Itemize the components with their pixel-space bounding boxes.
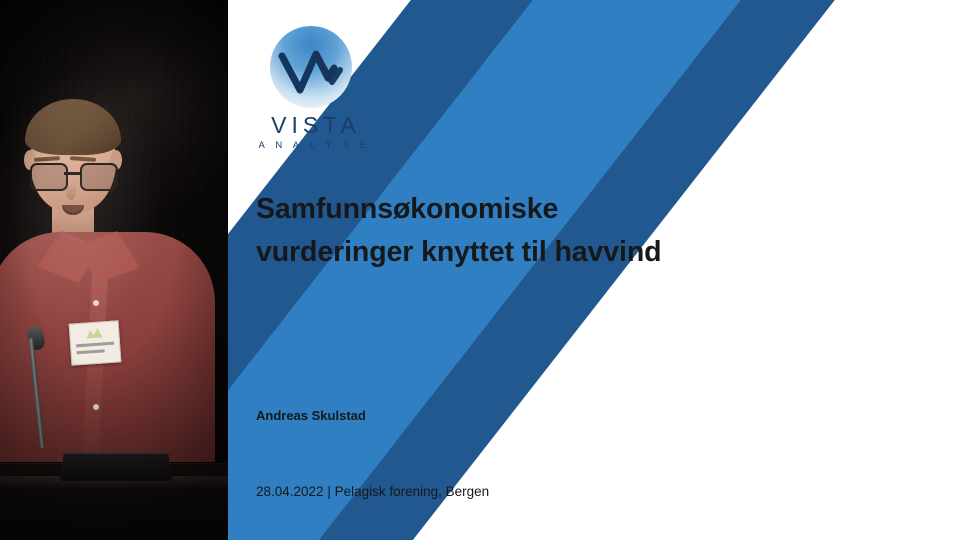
presentation-slide[interactable] — [228, 0, 960, 540]
logo-subtitle: A N A L Y S E — [258, 140, 371, 151]
name-badge — [69, 320, 122, 365]
speaker-nose — [66, 182, 76, 200]
slide-title-line-2: vurderinger knyttet til havvind — [256, 236, 662, 269]
shirt-button — [93, 300, 99, 306]
logo-wordmark: VISTA — [271, 112, 361, 138]
vista-analyse-logo — [256, 26, 376, 151]
shirt-button — [93, 404, 99, 410]
laptop — [60, 452, 172, 481]
badge-logo-icon — [86, 326, 103, 338]
slide-title — [256, 188, 726, 275]
presenter-name: Andreas Skulstad — [256, 408, 366, 423]
slide-footer: 28.04.2022 | Pelagisk forening, Bergen — [256, 484, 490, 499]
slide-title-line-1: Samfunnsøkonomiske — [256, 193, 559, 225]
speaker-video-panel[interactable] — [0, 0, 228, 540]
wave-peak-logo-icon — [270, 26, 352, 108]
